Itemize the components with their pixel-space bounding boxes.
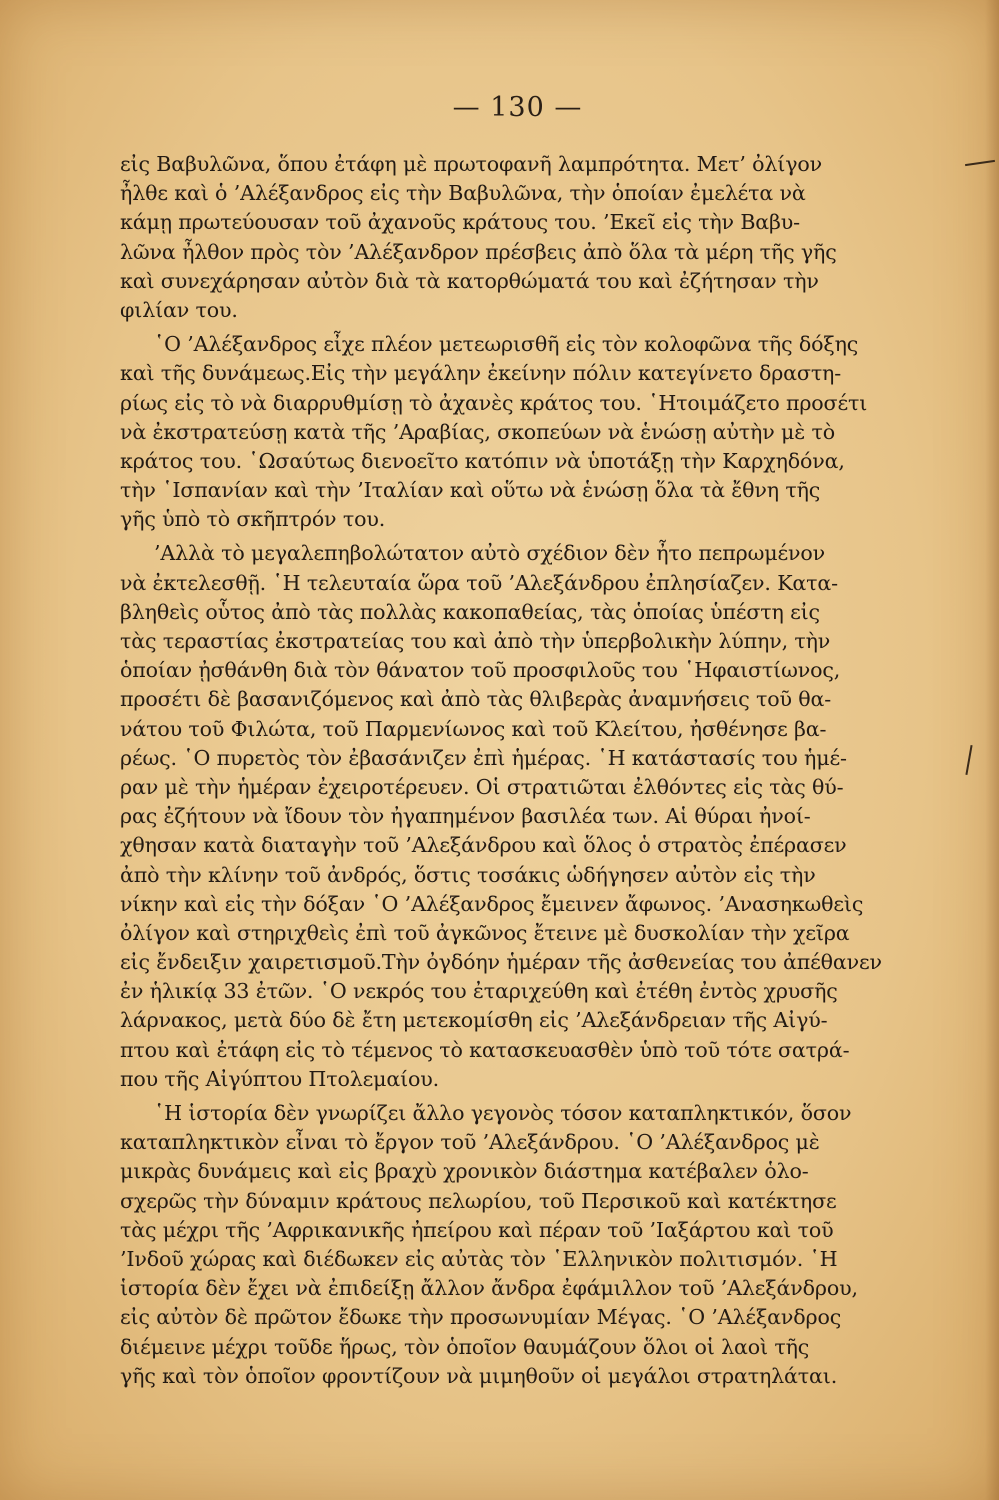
- text-line: γῆς καὶ τὸν ὁποῖον φροντίζουν νὰ μιμηθοῦν οἱ μεγάλοι στρατηλάται.: [120, 1363, 838, 1388]
- text-line: ῾Ο ’Αλέξανδρος εἶχε πλέον μετεωρισθῆ εἰς τὸν κολοφῶνα τῆς δόξης: [154, 332, 859, 357]
- text-line: ἱστορία δὲν ἔχει νὰ ἐπιδείξῃ ἄλλον ἄνδρα ἐφάμιλλον τοῦ ’Αλεξάνδρου,: [120, 1276, 858, 1301]
- text-line: ἀπὸ τὴν κλίνην τοῦ ἀνδρός, ὅστις τοσάκις ὡδήγησεν αὐτὸν εἰς τὴν: [120, 862, 816, 887]
- text-line: σχερῶς τὴν δύναμιν κράτους πελωρίου, τοῦ Περσικοῦ καὶ κατέκτησε: [120, 1188, 837, 1213]
- text-line: τὰς τεραστίας ἐκστρατείας του καὶ ἀπὸ τὴν ὑπερβολικὴν λύπην, τὴν: [120, 629, 831, 653]
- text-line: κράτος του. ῾Ωσαύτως διενοεῖτο κατόπιν νὰ ὑποτάξῃ τὴν Καρχηδόνα,: [120, 448, 845, 473]
- text-line: ’Ινδοῦ χώρας καὶ διέδωκεν εἰς αὐτὰς τὸν ῾Ελληνικὸν πολιτισμόν. ῾Η: [120, 1246, 838, 1271]
- text-line: διέμεινε μέχρι τοῦδε ἥρως, τὸν ὁποῖον θαυμάζουν ὅλοι οἱ λαοὶ τῆς: [120, 1334, 810, 1359]
- text-line: νὰ ἐκστρατεύσῃ κατὰ τῆς ’Αραβίας, σκοπεύων νὰ ἑνώσῃ αὐτὴν μὲ τὸ: [120, 419, 835, 444]
- text-line: νάτου τοῦ Φιλώτα, τοῦ Παρμενίωνος καὶ τοῦ Κλείτου, ἠσθένησε βα-: [120, 716, 827, 741]
- text-line: ὀλίγον καὶ στηριχθεὶς ἐπὶ τοῦ ἀγκῶνος ἔτεινε μὲ δυσκολίαν τὴν χεῖρα: [120, 920, 850, 945]
- text-line: πτου καὶ ἐτάφη εἰς τὸ τέμενος τὸ κατασκευασθὲν ὑπὸ τοῦ τότε σατρά-: [120, 1037, 850, 1062]
- text-line: νίκην καὶ εἰς τὴν δόξαν ῾Ο ’Αλέξανδρος ἔμεινεν ἄφωνος. ’Ανασηκωθεὶς: [120, 891, 864, 916]
- text-line: εἰς Βαβυλῶνα, ὅπου ἐτάφη μὲ πρωτοφανῆ λαμπρότητα. Μετ’ ὀλίγον: [120, 152, 822, 176]
- text-line: καὶ συνεχάρησαν αὐτὸν διὰ τὰ κατορθώματά του καὶ ἐζήτησαν τὴν: [120, 268, 819, 293]
- text-line: τὴν ῾Ισπανίαν καὶ τὴν ’Ιταλίαν καὶ οὕτω νὰ ἑνώσῃ ὅλα τὰ ἔθνη τῆς: [120, 478, 821, 503]
- text-line: που τῆς Αἰγύπτου Πτολεμαίου.: [120, 1066, 440, 1091]
- text-line: προσέτι δὲ βασανιζόμενος καὶ ἀπὸ τὰς θλιβερὰς ἀναμνήσεις τοῦ θα-: [120, 687, 832, 712]
- text-line: εἰς αὐτὸν δὲ πρῶτον ἔδωκε τὴν προσωνυμίαν Μέγας. ῾Ο ’Αλέξανδρος: [120, 1305, 842, 1330]
- text-line: χθησαν κατὰ διαταγὴν τοῦ ’Αλεξάνδρου καὶ ὅλος ὁ στρατὸς ἐπέρασεν: [120, 833, 847, 858]
- margin-mark-right: [965, 745, 972, 775]
- page-edge-shadow: [985, 0, 999, 1500]
- text-line: ραν μὲ τὴν ἡμέραν ἐχειροτέρευεν. Οἱ στρατιῶται ἐλθόντες εἰς τὰς θύ-: [120, 774, 844, 799]
- text-line: λῶνα ἦλθον πρὸς τὸν ’Αλέξανδρον πρέσβεις ἀπὸ ὅλα τὰ μέρη τῆς γῆς: [120, 239, 837, 264]
- text-line: ἦλθε καὶ ὁ ’Αλέξανδρος εἰς τὴν Βαβυλῶνα, τὴν ὁποίαν ἐμελέτα νὰ: [120, 181, 806, 206]
- text-line: ὁποίαν ᾐσθάνθη διὰ τὸν θάνατον τοῦ προσφιλοῦς του ῾Ηφαιστίωνος,: [120, 658, 841, 683]
- text-line: ρας ἐζήτουν νὰ ἴδουν τὸν ἠγαπημένον βασιλέα των. Αἱ θύραι ἠνοί-: [120, 804, 811, 829]
- body-text: [120, 150, 898, 1391]
- text-line: ἐν ἡλικίᾳ 33 ἐτῶν. ῾Ο νεκρός του ἐταριχεύθη καὶ ἐτέθη ἐντὸς χρυσῆς: [120, 979, 838, 1004]
- text-line: κάμῃ πρωτεύουσαν τοῦ ἀχανοῦς κράτους του. ’Εκεῖ εἰς τὴν Βαβυ-: [120, 210, 800, 235]
- text-line: νὰ ἐκτελεσθῇ. ῾Η τελευταία ὥρα τοῦ ’Αλεξάνδρου ἐπλησίαζεν. Κατα-: [120, 570, 838, 595]
- text-line: λάρνακος, μετὰ δύο δὲ ἔτη μετεκομίσθη εἰς ’Αλεξάνδρειαν τῆς Αἰγύ-: [120, 1008, 828, 1033]
- text-line: τὰς μέχρι τῆς ’Αφρικανικῆς ἠπείρου καὶ πέραν τοῦ ’Ιαξάρτου καὶ τοῦ: [120, 1217, 834, 1242]
- text-line: ρέως. ῾Ο πυρετὸς τὸν ἐβασάνιζεν ἐπὶ ἡμέρας. ῾Η κατάστασίς του ἡμέ-: [120, 745, 847, 770]
- text-line: μικρὰς δυνάμεις καὶ εἰς βραχὺ χρονικὸν διάστημα κατέβαλεν ὁλο-: [120, 1159, 809, 1184]
- text-line: εἰς ἔνδειξιν χαιρετισμοῦ.Τὴν ὀγδόην ἡμέραν τῆς ἀσθενείας του ἀπέθανεν: [120, 950, 882, 975]
- text-line: ’Αλλὰ τὸ μεγαλεπηβολώτατον αὐτὸ σχέδιον δὲν ἦτο πεπρωμένον: [154, 541, 826, 566]
- text-line: φιλίαν του.: [120, 297, 238, 322]
- page-number: — 130 —: [452, 92, 583, 123]
- text-line: καὶ τῆς δυνάμεως.Εἰς τὴν μεγάλην ἐκείνην πόλιν κατεγίνετο δραστη-: [120, 361, 842, 386]
- text-line: ῾Η ἱστορία δὲν γνωρίζει ἄλλο γεγονὸς τόσον καταπληκτικόν, ὅσον: [154, 1101, 852, 1125]
- text-line: καταπληκτικὸν εἶναι τὸ ἔργον τοῦ ’Αλεξάνδρου. ῾Ο ’Αλέξανδρος μὲ: [120, 1130, 820, 1155]
- text-line: βληθεὶς οὗτος ἀπὸ τὰς πολλὰς κακοπαθείας, τὰς ὁποίας ὑπέστη εἰς: [120, 599, 820, 624]
- text-line: γῆς ὑπὸ τὸ σκῆπτρόν του.: [120, 507, 386, 532]
- text-line: ρίως εἰς τὸ νὰ διαρρυθμίσῃ τὸ ἀχανὲς κράτος του. ῾Ητοιμάζετο προσέτι: [120, 390, 868, 415]
